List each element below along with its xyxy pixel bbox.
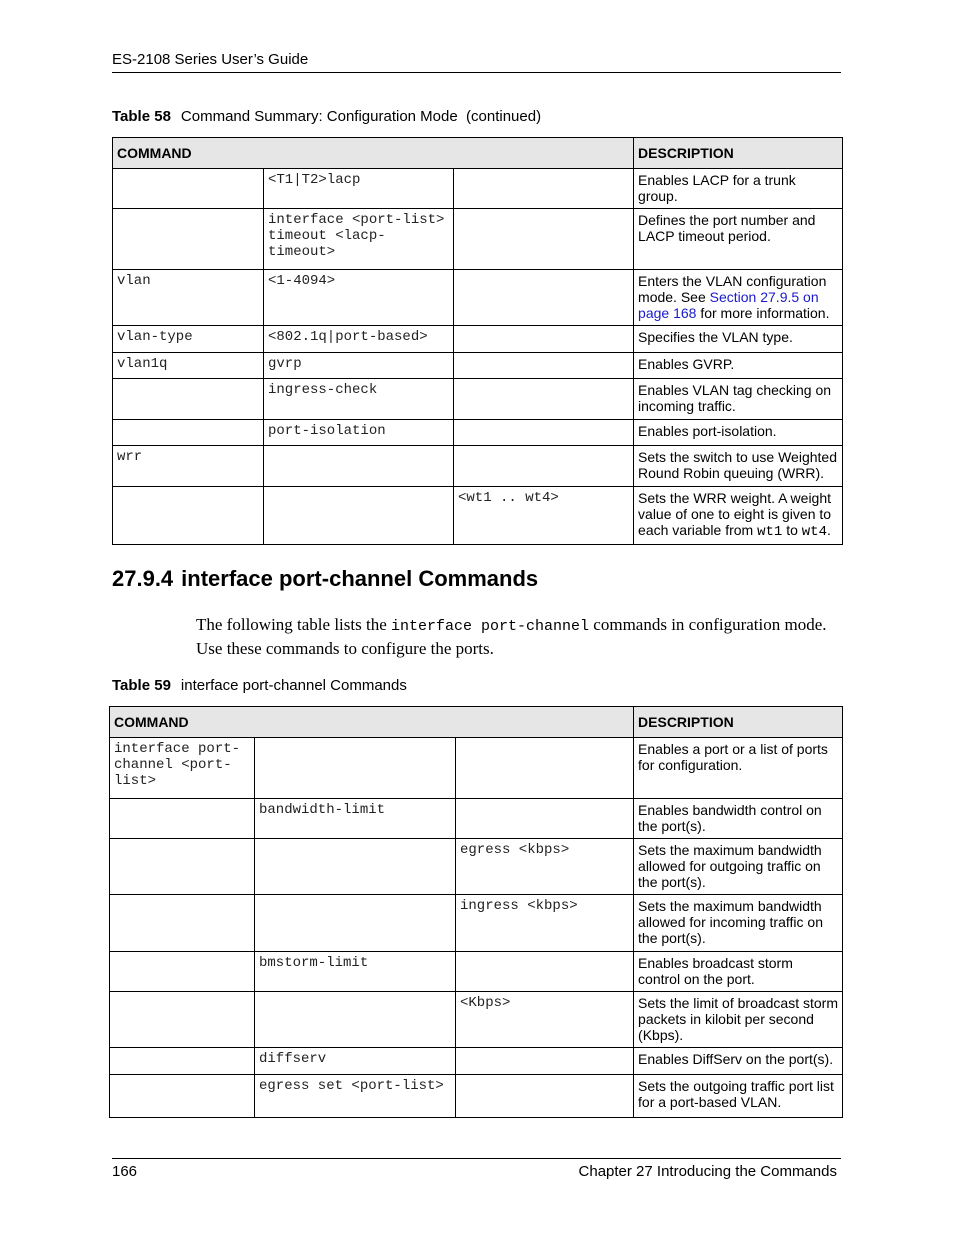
description-cell: Enables LACP for a trunk group. xyxy=(634,169,843,209)
table-row xyxy=(113,487,843,545)
description-text: . xyxy=(827,522,831,538)
table59-description-header: DESCRIPTION xyxy=(634,707,843,738)
description-text: Sets the WRR weight. A weight value of one to eight is given to each variable from xyxy=(638,490,832,538)
table-row xyxy=(110,1048,843,1075)
table58 xyxy=(112,137,843,545)
table-row xyxy=(110,992,843,1048)
table-row xyxy=(113,326,843,353)
intro-paragraph xyxy=(196,614,846,660)
command-cell xyxy=(113,209,264,270)
command-cell xyxy=(113,420,264,446)
table-row xyxy=(113,446,843,487)
description-cell: Specifies the VLAN type. xyxy=(634,326,843,353)
command-cell xyxy=(110,839,255,895)
parameter-cell xyxy=(456,799,634,839)
table-row xyxy=(113,209,843,270)
description-text: to xyxy=(782,522,802,538)
table-row xyxy=(110,799,843,839)
subcommand-cell: port-isolation xyxy=(264,420,454,446)
table-row xyxy=(110,1075,843,1118)
command-cell: interface port-channel <port-list> xyxy=(110,738,255,799)
subcommand-cell: gvrp xyxy=(264,353,454,379)
command-cell: vlan-type xyxy=(113,326,264,353)
description-cell: Enables broadcast storm control on the port. xyxy=(634,952,843,992)
subcommand-cell xyxy=(255,895,456,952)
subcommand-cell xyxy=(264,487,454,545)
subcommand-cell xyxy=(255,738,456,799)
description-cell: Enables GVRP. xyxy=(634,353,843,379)
command-cell xyxy=(110,895,255,952)
subcommand-cell: ingress-check xyxy=(264,379,454,420)
command-cell xyxy=(113,487,264,545)
subcommand-cell xyxy=(255,839,456,895)
description-text: Enters the VLAN configuration mode. See xyxy=(638,273,827,305)
subcommand-cell: <T1|T2>lacp xyxy=(264,169,454,209)
description-cell: Sets the limit of broadcast storm packets in kilobit per second (Kbps). xyxy=(634,992,843,1048)
command-cell xyxy=(110,992,255,1048)
description-cell: Sets the outgoing traffic port list for a port-based VLAN. xyxy=(634,1075,843,1118)
description-cell: Sets the switch to use Weighted Round Robin queuing (WRR). xyxy=(634,446,843,487)
parameter-cell: ingress <kbps> xyxy=(456,895,634,952)
parameter-cell xyxy=(454,379,634,420)
description-cell: Enables port-isolation. xyxy=(634,420,843,446)
parameter-cell xyxy=(454,169,634,209)
section-heading xyxy=(112,566,538,592)
subcommand-cell: <1-4094> xyxy=(264,270,454,326)
parameter-cell xyxy=(454,209,634,270)
subcommand-cell xyxy=(255,992,456,1048)
parameter-cell xyxy=(456,1048,634,1075)
section-title: interface port-channel Commands xyxy=(181,566,539,591)
paragraph-text: The following table lists the xyxy=(196,615,391,634)
parameter-cell xyxy=(456,1075,634,1118)
page-number: 166 xyxy=(112,1163,138,1180)
table-row xyxy=(113,270,843,326)
description-cell: Enables DiffServ on the port(s). xyxy=(634,1048,843,1075)
command-cell: vlan xyxy=(113,270,264,326)
command-cell: vlan1q xyxy=(113,353,264,379)
description-cell: Defines the port number and LACP timeout period. xyxy=(634,209,843,270)
table59-command-header: COMMAND xyxy=(110,707,634,738)
code-text: interface port-channel xyxy=(391,618,590,635)
parameter-cell: egress <kbps> xyxy=(456,839,634,895)
table-row xyxy=(113,420,843,446)
parameter-cell: <wt1 .. wt4> xyxy=(454,487,634,545)
table59-header-row xyxy=(110,707,843,738)
description-cell: Sets the maximum bandwidth allowed for incoming traffic on the port(s). xyxy=(634,895,843,952)
table58-caption xyxy=(112,108,541,125)
subcommand-cell xyxy=(264,446,454,487)
command-cell xyxy=(110,1075,255,1118)
table-row xyxy=(113,353,843,379)
parameter-cell xyxy=(454,420,634,446)
command-cell xyxy=(110,1048,255,1075)
description-text: for more information. xyxy=(696,305,830,321)
subcommand-cell: egress set <port-list> xyxy=(255,1075,456,1118)
table59-title: interface port-channel Commands xyxy=(180,677,407,694)
page-header xyxy=(112,51,841,73)
paragraph-text: commands in configuration mode. Use these commands to configure the ports. xyxy=(196,615,827,658)
parameter-cell xyxy=(454,353,634,379)
table-row xyxy=(113,379,843,420)
description-cell: Enables a port or a list of ports for configuration. xyxy=(634,738,843,799)
table-row xyxy=(110,895,843,952)
description-cell: Sets the maximum bandwidth allowed for outgoing traffic on the port(s). xyxy=(634,839,843,895)
section-link[interactable]: Section 27.9.5 on page 168 xyxy=(638,289,819,321)
page-footer xyxy=(112,1158,841,1180)
table58-header-row xyxy=(113,138,843,169)
table-row xyxy=(113,169,843,209)
table59-caption xyxy=(112,677,407,694)
parameter-cell xyxy=(454,326,634,353)
table-row xyxy=(110,738,843,799)
table-row xyxy=(110,952,843,992)
description-cell xyxy=(634,487,843,545)
code-text: wt1 xyxy=(757,524,783,540)
parameter-cell: <Kbps> xyxy=(456,992,634,1048)
table58-title: Command Summary: Configuration Mode (continued) xyxy=(180,108,542,125)
table58-command-header: COMMAND xyxy=(113,138,634,169)
subcommand-cell: interface <port-list> timeout <lacp-timeout> xyxy=(264,209,454,270)
table58-label: Table 58 xyxy=(112,108,171,125)
subcommand-cell: bmstorm-limit xyxy=(255,952,456,992)
guide-title: ES-2108 Series User’s Guide xyxy=(112,51,309,68)
chapter-title: Chapter 27 Introducing the Commands xyxy=(578,1163,837,1180)
parameter-cell xyxy=(456,952,634,992)
code-text: wt4 xyxy=(801,524,827,540)
parameter-cell xyxy=(456,738,634,799)
table-row xyxy=(110,839,843,895)
command-cell xyxy=(113,169,264,209)
description-cell xyxy=(634,270,843,326)
table59 xyxy=(109,706,843,1118)
subcommand-cell: diffserv xyxy=(255,1048,456,1075)
command-cell xyxy=(113,379,264,420)
description-cell: Enables VLAN tag checking on incoming traffic. xyxy=(634,379,843,420)
table58-description-header: DESCRIPTION xyxy=(634,138,843,169)
subcommand-cell: bandwidth-limit xyxy=(255,799,456,839)
table59-label: Table 59 xyxy=(112,677,171,694)
subcommand-cell: <802.1q|port-based> xyxy=(264,326,454,353)
command-cell xyxy=(110,952,255,992)
command-cell xyxy=(110,799,255,839)
section-number: 27.9.4 xyxy=(112,566,174,591)
parameter-cell xyxy=(454,446,634,487)
command-cell: wrr xyxy=(113,446,264,487)
parameter-cell xyxy=(454,270,634,326)
description-cell: Enables bandwidth control on the port(s). xyxy=(634,799,843,839)
